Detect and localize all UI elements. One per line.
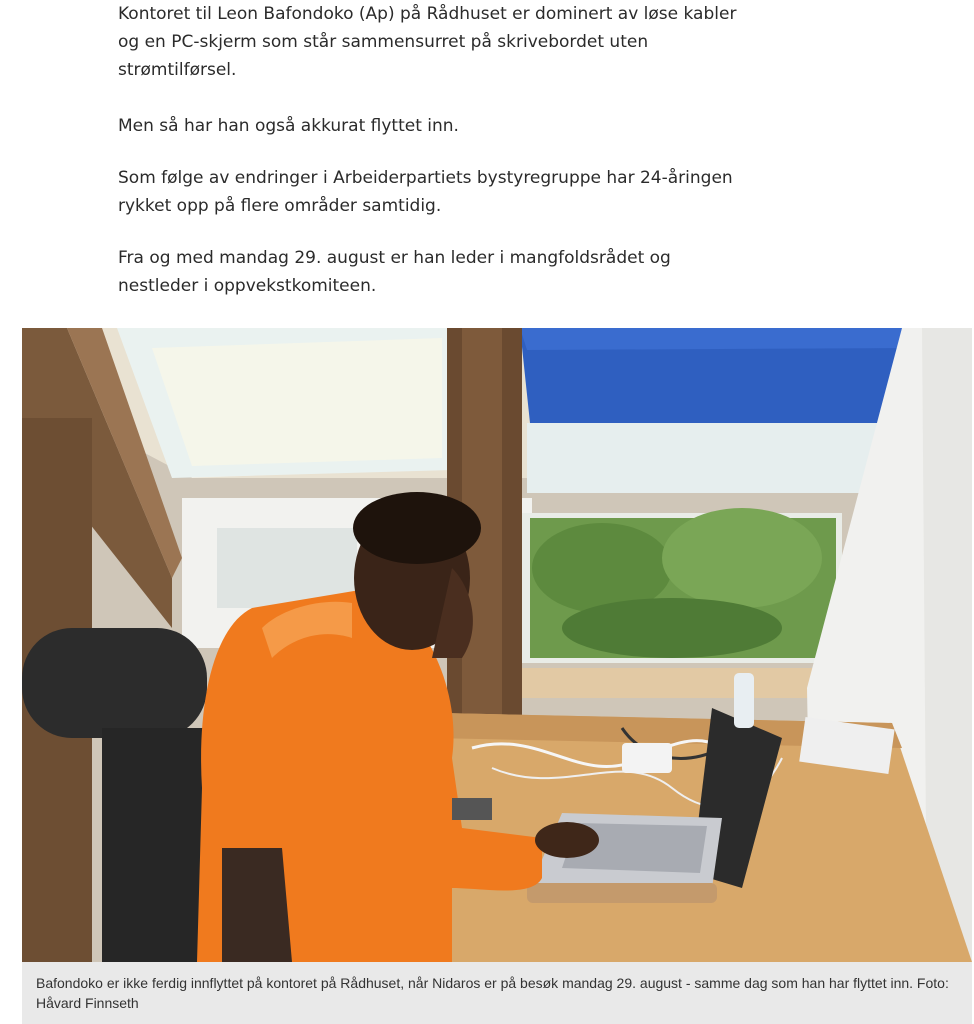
article-photo[interactable] bbox=[22, 328, 972, 962]
figure-caption bbox=[22, 962, 972, 1024]
caption-text: Bafondoko er ikke ferdig innflyttet på kontoret på Rådhuset, når Nidaros er på besøk mandag 29. august - samme dag som han har flyttet inn. Foto: Håvard Finnseth bbox=[36, 975, 949, 1011]
article-paragraph: Kontoret til Leon Bafondoko (Ap) på Rådhuset er dominert av løse kabler og en PC-skjerm som står sammensurret på skrivebordet uten strømtilførsel. bbox=[118, 4, 737, 80]
photo-illustration bbox=[22, 328, 972, 962]
article-paragraph: Fra og med mandag 29. august er han leder i mangfoldsrådet og nestleder i oppvekstkomiteen. bbox=[118, 248, 671, 296]
article-paragraph: Som følge av endringer i Arbeiderpartiets bystyregruppe har 24-åringen rykket opp på flere områder samtidig. bbox=[118, 168, 733, 216]
article-paragraph: Men så har han også akkurat flyttet inn. bbox=[118, 116, 459, 136]
article-figure bbox=[22, 328, 972, 1024]
